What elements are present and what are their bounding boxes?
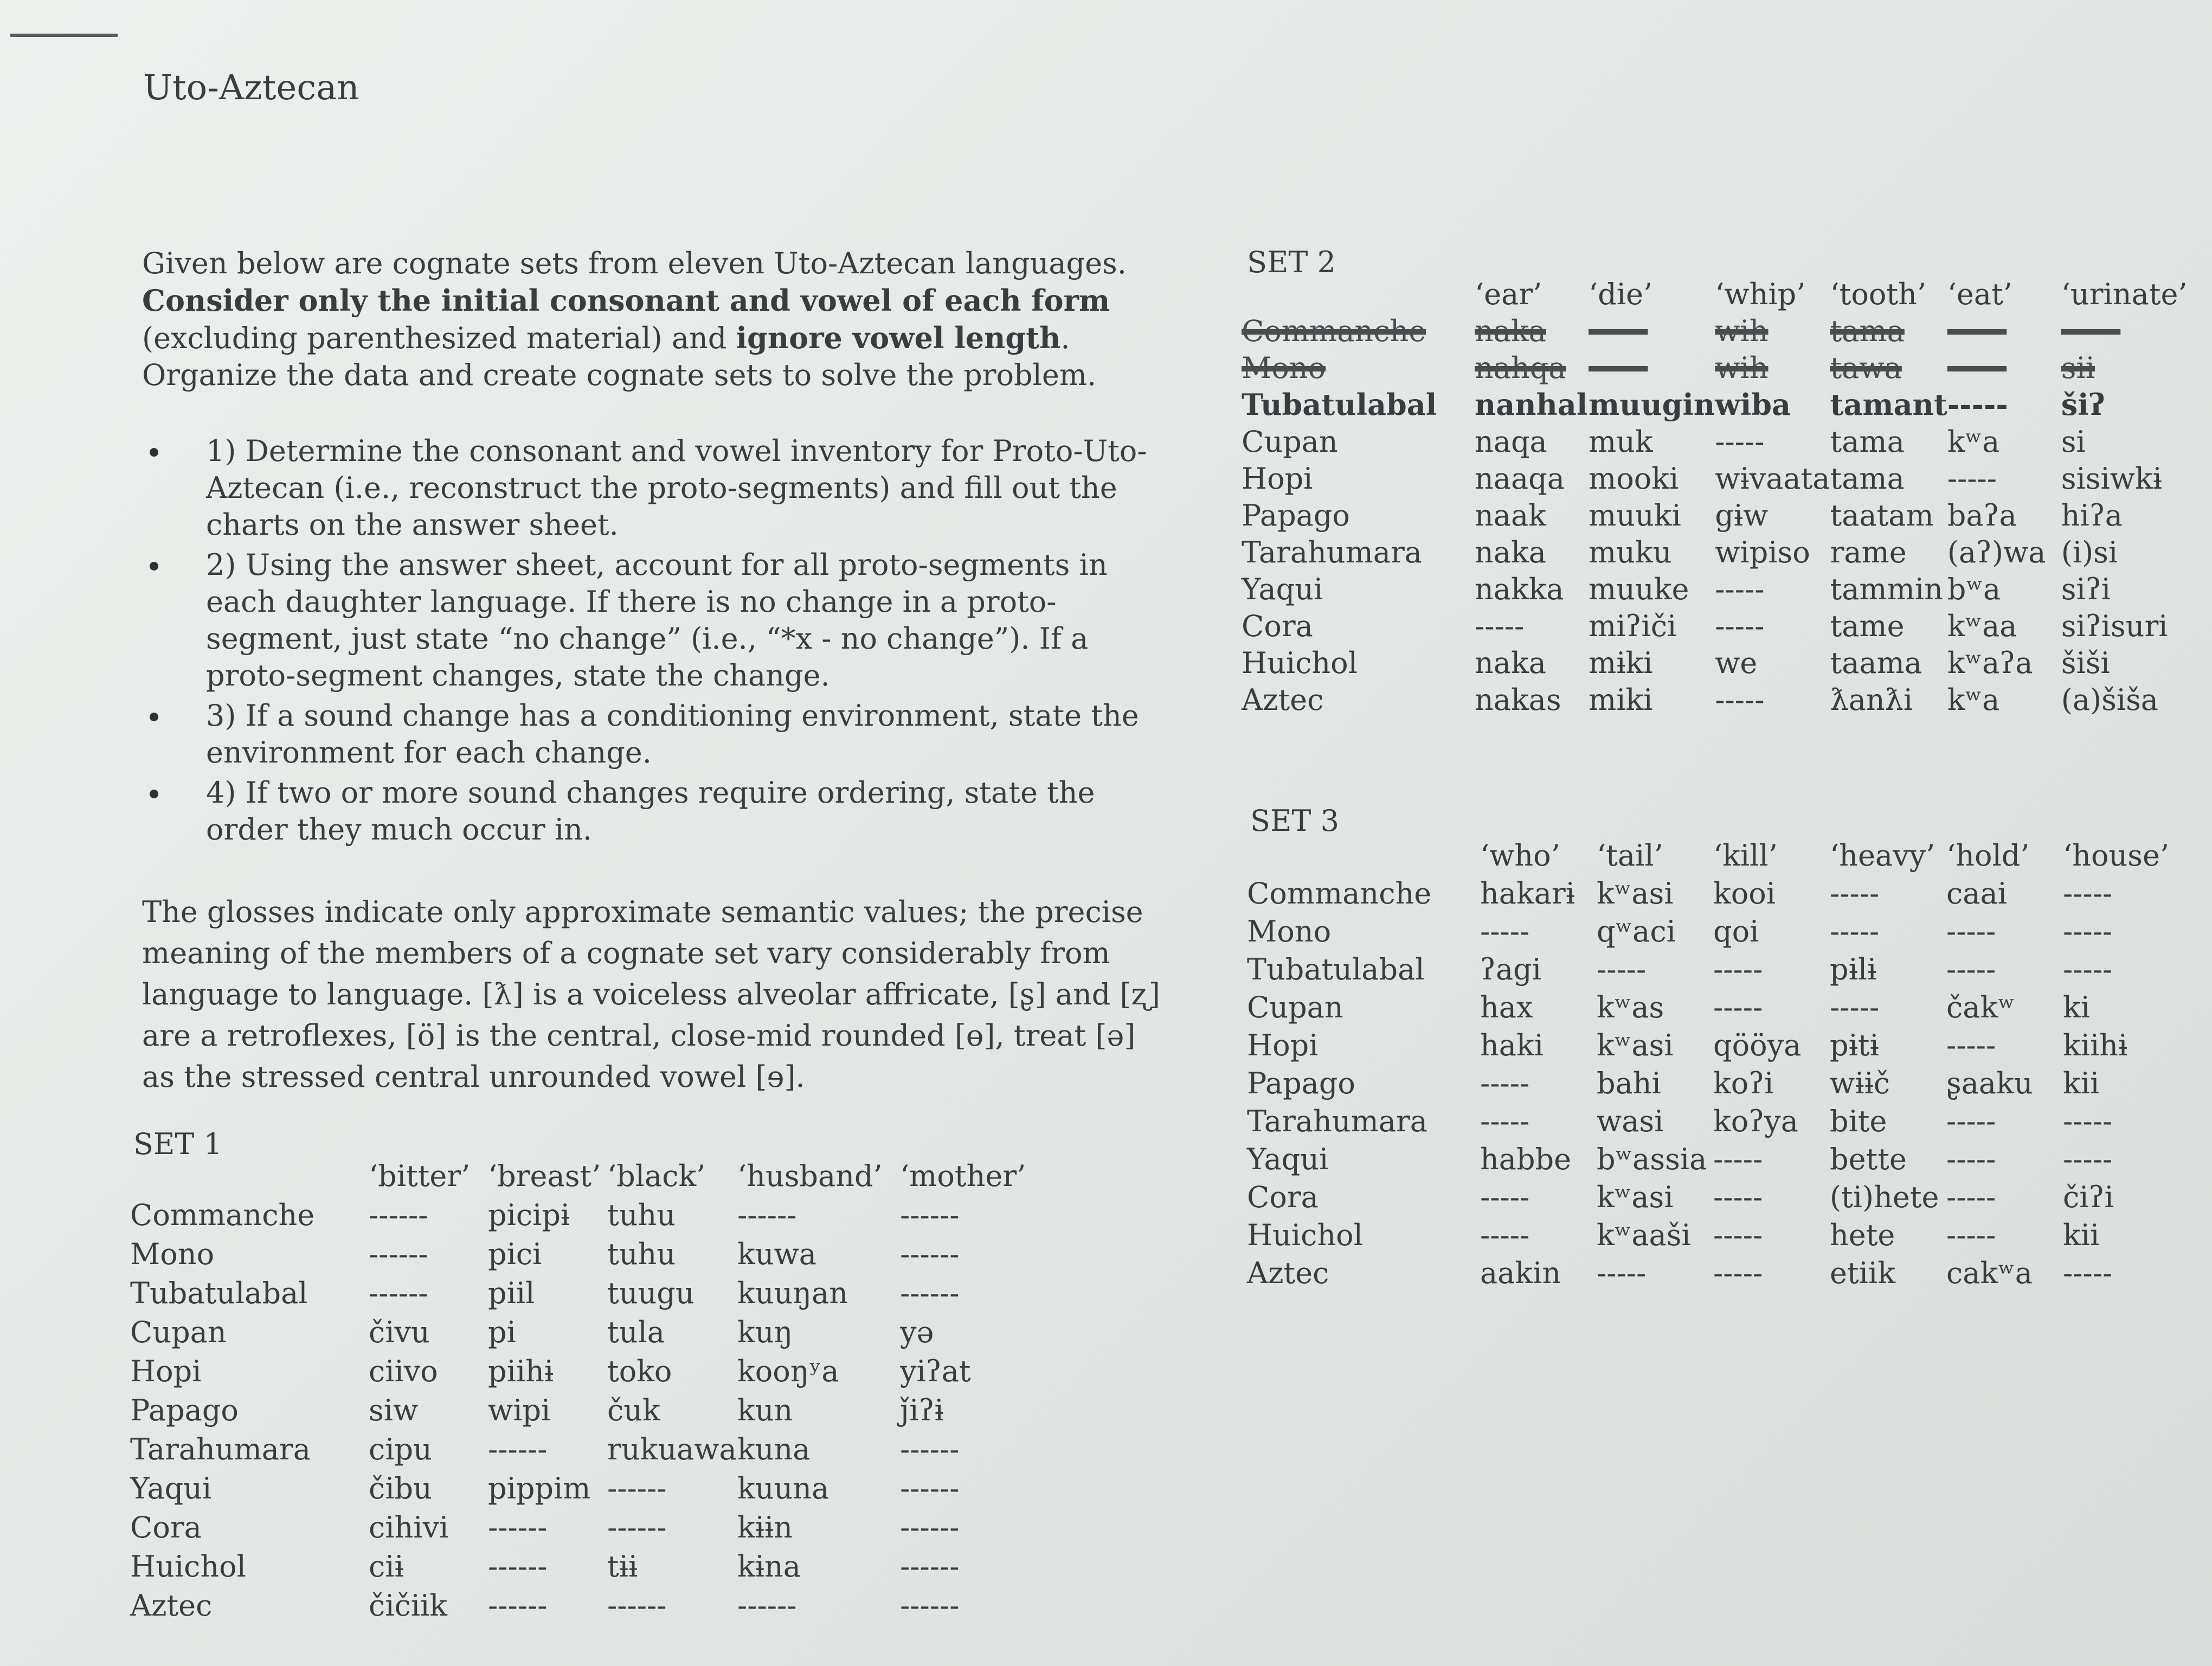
language-name: Huichol [130, 1549, 246, 1584]
cognate-form: naaqa [1475, 461, 1565, 496]
language-name: Tarahumara [1247, 1104, 1427, 1138]
cognate-form: ----- [2063, 876, 2113, 911]
cognate-form: ------ [900, 1510, 960, 1545]
language-name: Cora [1247, 1180, 1319, 1214]
cognate-form: nakka [1475, 572, 1564, 606]
set-1-table [130, 1156, 1041, 1625]
cognate-form: habbe [1480, 1142, 1572, 1176]
cognate-form: ----- [1715, 424, 1765, 459]
cognate-form: gɨw [1715, 498, 1769, 533]
cognate-form: koʔya [1713, 1104, 1798, 1138]
cognate-form: si [2061, 424, 2086, 459]
language-row [1242, 386, 2197, 423]
cognate-form: mɨki [1589, 645, 1653, 680]
cognate-form: tamant [1830, 387, 1947, 422]
language-row [1247, 1026, 2193, 1064]
cognate-form: ------ [488, 1510, 548, 1545]
cognate-form: qööya [1713, 1028, 1802, 1062]
language-header-cell [130, 1156, 369, 1195]
cognate-form: naka [1475, 645, 1546, 680]
cognate-form: naka [1475, 535, 1546, 569]
language-row [130, 1469, 1041, 1508]
gloss-header: ‘urinate’ [2061, 277, 2188, 311]
cognate-form: yiʔat [900, 1354, 971, 1388]
cognate-form: tama [1830, 424, 1905, 459]
language-row [130, 1391, 1041, 1430]
cognate-form: (ti)hete [1830, 1180, 1939, 1214]
cognate-form: kɨna [737, 1549, 801, 1584]
cognate-form: muku [1589, 535, 1672, 569]
cognate-form: čuk [607, 1393, 660, 1427]
language-name: Commanche [1242, 313, 1426, 348]
language-row [1247, 1140, 2193, 1178]
language-row [130, 1547, 1041, 1586]
cognate-form: ----- [1946, 914, 1996, 949]
cognate-form: kuŋ [737, 1315, 793, 1349]
language-row [1242, 681, 2197, 718]
cognate-form: ʔagi [1480, 952, 1541, 986]
cognate-form: ----- [1597, 952, 1647, 986]
language-row [130, 1351, 1041, 1391]
task-item: 2) Using the answer sheet, account for all proto-segments in each daughter language. If there is no change in a proto-segment, just state “no change” (i.e., “*x - no change”). If a proto-segment changes, state the change. [142, 547, 1172, 694]
cognate-form: kʷasi [1597, 1180, 1674, 1214]
cognate-form: ----- [1947, 387, 2008, 422]
language-row [130, 1430, 1041, 1469]
cognate-form: siʔi [2061, 572, 2111, 606]
cognate-form: kuuŋan [737, 1276, 848, 1310]
cognate-form: ki [2063, 990, 2090, 1024]
language-row [1247, 1178, 2193, 1216]
cognate-form: cipu [369, 1432, 432, 1466]
task-item: 3) If a sound change has a conditioning environment, state the environment for each change. [142, 697, 1172, 771]
cognate-form: ----- [1947, 461, 1997, 496]
cognate-form: tula [607, 1315, 665, 1349]
gloss-header: ‘tail’ [1597, 838, 1663, 873]
language-row [1242, 607, 2197, 644]
cognate-form: ----- [1946, 1180, 1996, 1214]
cognate-form: kooi [1713, 876, 1776, 911]
set-2-table [1242, 275, 2197, 718]
language-row [1247, 1102, 2193, 1140]
language-name: Yaqui [1247, 1142, 1329, 1176]
language-name: Hopi [1242, 461, 1313, 496]
cognate-form: we [1715, 645, 1758, 680]
language-header-cell [1247, 836, 1480, 874]
cognate-form: qʷaci [1597, 914, 1676, 949]
language-row [1247, 1254, 2193, 1292]
cognate-form: kii [2063, 1066, 2100, 1100]
cognate-form: ----- [1830, 914, 1880, 949]
cognate-form: wih [1715, 350, 1769, 385]
language-row [130, 1273, 1041, 1312]
cognate-form: ------ [1947, 313, 2007, 348]
language-name: Aztec [1242, 682, 1324, 717]
cognate-form: kiihɨ [2063, 1028, 2128, 1062]
cognate-form: pici [488, 1236, 542, 1271]
cognate-form: qoi [1713, 914, 1759, 949]
cognate-form: baʔa [1947, 498, 2017, 533]
gloss-note-paragraph: The glosses indicate only approximate semantic values; the precise meaning of the members of a cognate set vary considerably from language to language. [ƛ] is a voiceless alveolar affricate, [ʂ] and [ʐ] are a retroflexes, [ö] is the central, close-mid rounded [ɵ], treat [ə] as the stressed central unrounded vowel [ɘ]. [142, 895, 1160, 1094]
language-row [1242, 644, 2197, 681]
language-name: Cupan [1242, 424, 1338, 459]
cognate-form: kuwa [737, 1236, 816, 1271]
language-name: Mono [1242, 350, 1326, 385]
cognate-form: ------ [488, 1588, 548, 1623]
cognate-form: ----- [2063, 914, 2113, 949]
language-name: Cupan [1247, 990, 1343, 1024]
cognate-form: čiʔi [2063, 1180, 2114, 1214]
cognate-form: miʔiči [1589, 608, 1677, 643]
cognate-form: ------ [1589, 350, 1648, 385]
cognate-form: čakʷ [1946, 990, 2015, 1024]
cognate-form: nanhal [1475, 387, 1588, 422]
cognate-form: ----- [1480, 1066, 1530, 1100]
language-row [1247, 1216, 2193, 1254]
cognate-form: tama [1830, 313, 1905, 348]
cognate-form: (i)si [2061, 535, 2118, 569]
cognate-form: naqa [1475, 424, 1547, 459]
instructions-paragraph [142, 245, 1172, 394]
cognate-form: ----- [1715, 572, 1765, 606]
cognate-form: pɨlɨ [1830, 952, 1877, 986]
cognate-form: naka [1475, 313, 1546, 348]
gloss-header: ‘bitter’ [369, 1158, 471, 1193]
cognate-form: ----- [1475, 608, 1525, 643]
cognate-form: kʷaaši [1597, 1218, 1691, 1252]
cognate-form: ------ [369, 1236, 428, 1271]
cognate-form: kii [2063, 1218, 2100, 1252]
cognate-form: wiba [1715, 387, 1791, 422]
cognate-form: rukuawa [607, 1432, 737, 1466]
cognate-form: kʷasi [1597, 1028, 1674, 1062]
language-row [1242, 534, 2197, 571]
page-title: Uto-Aztecan [143, 68, 359, 108]
language-row [130, 1586, 1041, 1625]
cognate-form: kun [737, 1393, 793, 1427]
cognate-form: wipi [488, 1393, 551, 1427]
gloss-header-row [1242, 275, 2197, 312]
set-2-label: SET 2 [1247, 245, 1336, 279]
language-name: Hopi [1247, 1028, 1319, 1062]
language-row [1247, 874, 2193, 912]
gloss-header: ‘house’ [2063, 838, 2170, 873]
language-row [1247, 950, 2193, 988]
cognate-form: kʷaʔa [1947, 645, 2033, 680]
cognate-form: ------ [607, 1471, 667, 1505]
gloss-header: ‘hold’ [1946, 838, 2030, 873]
cognate-form: ----- [1713, 1180, 1763, 1214]
language-name: Cupan [130, 1315, 227, 1349]
language-name: Tubatulabal [1242, 387, 1437, 422]
cognate-form: ------ [2061, 313, 2121, 348]
language-name: Mono [130, 1236, 215, 1271]
cognate-form: pɨtɨ [1830, 1028, 1879, 1062]
cognate-form: wɨvaata [1715, 461, 1830, 496]
cognate-form: ------ [900, 1236, 960, 1271]
cognate-form: ------ [900, 1588, 960, 1623]
cognate-form: aakin [1480, 1255, 1561, 1290]
set-1-label: SET 1 [133, 1127, 222, 1161]
language-name: Cora [130, 1510, 202, 1545]
language-row [1242, 497, 2197, 534]
cognate-form: ------ [737, 1588, 797, 1623]
cognate-form: muugin [1589, 387, 1715, 422]
language-name: Papago [130, 1393, 239, 1427]
cognate-form: toko [607, 1354, 672, 1388]
cognate-form: ------ [488, 1432, 548, 1466]
language-name: Tarahumara [1242, 535, 1422, 569]
cognate-form: ----- [1715, 608, 1765, 643]
language-name: Tarahumara [130, 1432, 311, 1466]
cognate-form: naak [1475, 498, 1546, 533]
cognate-form: piihɨ [488, 1354, 554, 1388]
cognate-form: čivu [369, 1315, 430, 1349]
cognate-form: cakʷa [1946, 1255, 2033, 1290]
language-name: Huichol [1242, 645, 1358, 680]
intro-sentence-1: Given below are cognate sets from eleven Uto-Aztecan languages. [142, 246, 1127, 280]
intro-sentence-5: . Organize the data and create cognate sets to solve the problem. [142, 321, 1097, 392]
cognate-form: ----- [1946, 1218, 1996, 1252]
gloss-header: ‘whip’ [1715, 277, 1806, 311]
cognate-form: ----- [1480, 1218, 1530, 1252]
cognate-form: ------ [369, 1197, 428, 1232]
cognate-form: ----- [2063, 1142, 2113, 1176]
cognate-form: haki [1480, 1028, 1544, 1062]
cognate-form: ------ [900, 1432, 960, 1466]
language-name: Yaqui [130, 1471, 212, 1505]
language-name: Aztec [1247, 1255, 1329, 1290]
cognate-form: ----- [1830, 876, 1880, 911]
cognate-form: kɨɨn [737, 1510, 793, 1545]
cognate-form: miki [1589, 682, 1653, 717]
cognate-form: ciɨ [369, 1549, 404, 1584]
cognate-form: ------ [1589, 313, 1648, 348]
cognate-form: ----- [1946, 1142, 1996, 1176]
cognate-form: čibu [369, 1471, 432, 1505]
cognate-form: tammin [1830, 572, 1943, 606]
cognate-form: hakarɨ [1480, 876, 1575, 911]
language-name: Yaqui [1242, 572, 1323, 606]
cognate-form: yə [900, 1315, 934, 1349]
cognate-form: tawa [1830, 350, 1902, 385]
gloss-header: ‘mother’ [900, 1158, 1026, 1193]
task-item: 4) If two or more sound changes require ordering, state the order they much occur in. [142, 774, 1172, 848]
language-name: Tubatulabal [130, 1276, 308, 1310]
cognate-form: (aʔ)wa [1947, 535, 2046, 569]
task-list [142, 433, 1172, 851]
language-name: Hopi [130, 1354, 202, 1388]
cognate-form: ----- [1713, 1142, 1763, 1176]
cognate-form: wasi [1597, 1104, 1664, 1138]
cognate-form: ------ [369, 1276, 428, 1310]
language-name: Papago [1242, 498, 1350, 533]
cognate-form: hiʔa [2061, 498, 2123, 533]
language-row [130, 1234, 1041, 1273]
cognate-form: ------ [900, 1197, 960, 1232]
cognate-form: ------ [1947, 350, 2007, 385]
cognate-form: ----- [1480, 914, 1530, 949]
cognate-form: ----- [2063, 1104, 2113, 1138]
set-3-label: SET 3 [1250, 804, 1339, 838]
cognate-form: hete [1830, 1218, 1895, 1252]
gloss-header: ‘eat’ [1947, 277, 2012, 311]
cognate-form: kooŋʸa [737, 1354, 839, 1388]
language-name: Papago [1247, 1066, 1355, 1100]
gloss-header: ‘black’ [607, 1158, 706, 1193]
cognate-form: kʷas [1597, 990, 1664, 1024]
cognate-form: ----- [1597, 1255, 1647, 1290]
cognate-form: kʷa [1947, 682, 2000, 717]
cognate-form: nahqa [1475, 350, 1566, 385]
language-row [1247, 912, 2193, 950]
gloss-header: ‘heavy’ [1830, 838, 1935, 873]
task-item: 1) Determine the consonant and vowel inventory for Proto-Uto-Aztecan (i.e., reconstruct the proto-segments) and fill out the charts on the answer sheet. [142, 433, 1172, 543]
cognate-form: muuki [1589, 498, 1681, 533]
cognate-form: bʷassia [1597, 1142, 1707, 1176]
language-name: Aztec [130, 1588, 213, 1623]
language-row [1242, 423, 2197, 460]
cognate-form: ------ [900, 1471, 960, 1505]
language-row [1247, 988, 2193, 1026]
language-row [130, 1312, 1041, 1351]
language-row [1242, 312, 2197, 349]
cognate-form: piil [488, 1276, 535, 1310]
cognate-form: tɨɨ [607, 1549, 638, 1584]
cognate-form: ǰiʔɨ [900, 1393, 944, 1427]
cognate-form: taatam [1830, 498, 1934, 533]
cognate-form: wipiso [1715, 535, 1810, 569]
gloss-header-row [1247, 836, 2193, 874]
cognate-form: muk [1589, 424, 1653, 459]
cognate-form: ----- [1713, 952, 1763, 986]
cognate-form: sii [2061, 350, 2095, 385]
cognate-form: bite [1830, 1104, 1887, 1138]
cognate-form: ƛanƛi [1830, 682, 1913, 717]
cognate-form: ------ [607, 1510, 667, 1545]
cognate-form: cihivi [369, 1510, 449, 1545]
cognate-form: tuhu [607, 1197, 676, 1232]
language-row [1242, 349, 2197, 386]
cognate-form: siw [369, 1393, 419, 1427]
cognate-form: ------ [488, 1549, 548, 1584]
cognate-form: etiik [1830, 1255, 1895, 1290]
cognate-form: wih [1715, 313, 1769, 348]
intro-bold-vowel-length: ignore vowel length [736, 321, 1061, 355]
cognate-form: ------ [737, 1197, 797, 1232]
pen-mark-decoration [10, 34, 118, 37]
cognate-form: ----- [1713, 1255, 1763, 1290]
set-3-table [1247, 836, 2193, 1292]
cognate-form: kʷasi [1597, 876, 1674, 911]
language-name: Commanche [1247, 876, 1432, 911]
cognate-form: koʔi [1713, 1066, 1774, 1100]
cognate-form: ----- [1946, 1028, 1996, 1062]
cognate-form: ʂaaku [1946, 1066, 2033, 1100]
cognate-form: ----- [1830, 990, 1880, 1024]
cognate-form: mooki [1589, 461, 1679, 496]
cognate-form: sisiwkɨ [2061, 461, 2162, 496]
cognate-form: (a)šiša [2061, 682, 2158, 717]
cognate-form: ----- [1946, 952, 1996, 986]
language-row [130, 1508, 1041, 1547]
cognate-form: kʷaa [1947, 608, 2017, 643]
cognate-form: muuke [1589, 572, 1689, 606]
language-name: Commanche [130, 1197, 315, 1232]
cognate-form: ----- [1480, 1104, 1530, 1138]
language-name: Mono [1247, 914, 1332, 949]
gloss-header: ‘breast’ [488, 1158, 601, 1193]
gloss-header: ‘die’ [1589, 277, 1653, 311]
cognate-form: šiʔ [2061, 387, 2105, 422]
cognate-form: ----- [2063, 1255, 2113, 1290]
gloss-header: ‘husband’ [737, 1158, 883, 1193]
cognate-form: kʷa [1947, 424, 2000, 459]
intro-sentence-3: (excluding parenthesized material) and [142, 321, 727, 355]
language-name: Tubatulabal [1247, 952, 1425, 986]
cognate-form: bahi [1597, 1066, 1661, 1100]
cognate-form: hax [1480, 990, 1533, 1024]
cognate-form: pippim [488, 1471, 591, 1505]
language-row [1242, 460, 2197, 497]
gloss-header-row [130, 1156, 1041, 1195]
cognate-form: tuhu [607, 1236, 676, 1271]
cognate-form: šiši [2061, 645, 2110, 680]
cognate-form: bette [1830, 1142, 1907, 1176]
language-row [130, 1195, 1041, 1234]
gloss-header: ‘who’ [1480, 838, 1560, 873]
cognate-form: ----- [1713, 1218, 1763, 1252]
cognate-form: ----- [1715, 682, 1765, 717]
cognate-form: ------ [900, 1549, 960, 1584]
cognate-form: tame [1830, 608, 1905, 643]
language-row [1247, 1064, 2193, 1102]
language-row [1242, 571, 2197, 607]
language-name: Huichol [1247, 1218, 1363, 1252]
cognate-form: ----- [1713, 990, 1763, 1024]
cognate-form: bʷa [1947, 572, 2001, 606]
cognate-form: rame [1830, 535, 1907, 569]
cognate-form: taama [1830, 645, 1922, 680]
cognate-form: pi [488, 1315, 516, 1349]
cognate-form: ----- [1946, 1104, 1996, 1138]
cognate-form: ------ [607, 1588, 667, 1623]
cognate-form: tama [1830, 461, 1905, 496]
language-name: Cora [1242, 608, 1313, 643]
language-header-cell [1242, 275, 1475, 312]
cognate-form: siʔisuri [2061, 608, 2168, 643]
cognate-form: čičiik [369, 1588, 448, 1623]
cognate-form: nakas [1475, 682, 1561, 717]
cognate-form: caai [1946, 876, 2007, 911]
gloss-header: ‘kill’ [1713, 838, 1778, 873]
cognate-form: ciivo [369, 1354, 438, 1388]
intro-bold-consider: Consider only the initial consonant and vowel of each form [142, 283, 1110, 318]
gloss-header: ‘ear’ [1475, 277, 1542, 311]
cognate-form: ------ [900, 1276, 960, 1310]
cognate-form: ----- [1480, 1180, 1530, 1214]
cognate-form: wɨɨč [1830, 1066, 1891, 1100]
cognate-form: ----- [2063, 952, 2113, 986]
cognate-form: picipɨ [488, 1197, 570, 1232]
cognate-form: tuugu [607, 1276, 695, 1310]
cognate-form: kuna [737, 1432, 811, 1466]
gloss-header: ‘tooth’ [1830, 277, 1927, 311]
cognate-form: kuuna [737, 1471, 829, 1505]
